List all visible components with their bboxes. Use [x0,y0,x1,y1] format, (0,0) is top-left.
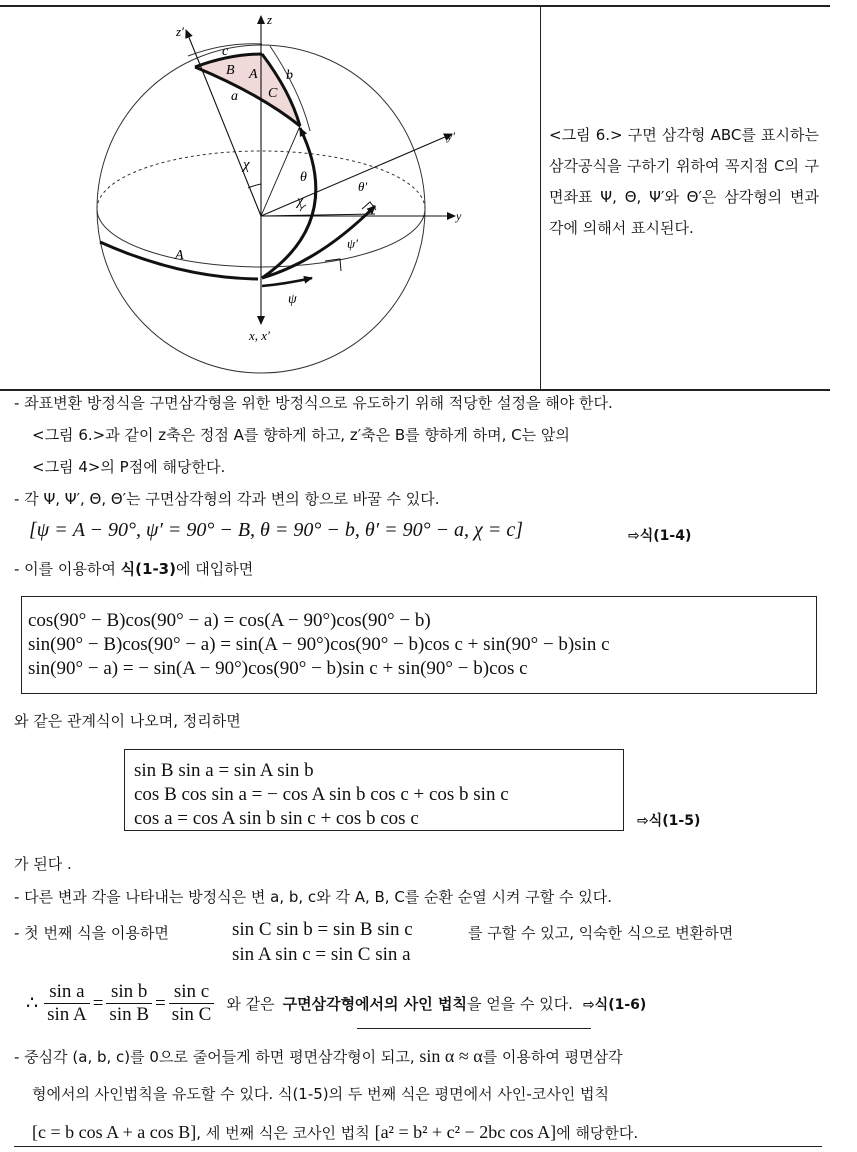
eq-1-5-ref: ⇨식(1-5) [637,813,701,829]
fraction-sin-b [106,981,152,1026]
chi-vertical-label: χ [243,157,250,173]
fraction-3-den: sin C [171,1004,212,1025]
box2-eq3: cos a = cos A sin b sin c + cos b cos c [134,808,419,829]
box2-eq1: sin B sin a = sin A sin b [134,760,314,781]
para1-line3: <그림 4>의 P점에 해당한다. [32,458,226,476]
table-bottom-border [0,389,830,391]
para8-l3-eq2: [a² = b² + c² − 2bc cos A] [374,1122,557,1142]
para7-post: 를 구할 수 있고, 익숙한 식으로 변환하면 [468,924,734,942]
psi-prime-label: ψ' [347,236,358,251]
side-c-label: c [222,44,229,59]
side-b-label: b [286,68,293,83]
y-prime-axis-label: y' [447,129,455,143]
sphere-figure [0,6,540,388]
eq-1-6-ref: ⇨식(1-6) [582,996,647,1013]
para8-l3-eq1: [c = b cos A + a cos B] [32,1122,197,1142]
arc-a-label: A [175,248,184,263]
fraction-1-num: sin a [44,981,90,1004]
box1-eq1: cos(90° − B)cos(90° − a) = cos(A − 90°)cos(90° − b) [28,610,431,631]
side-a-label: a [231,89,238,104]
para8-l3-mid: , 세 번째 식은 코사인 법칙 [196,1124,370,1142]
para3 [14,558,253,579]
para5: 가 된다 . [14,855,72,873]
para3-post: 에 대입하면 [175,560,254,578]
sine-law-underline [357,1028,591,1029]
theta-label: θ [300,170,307,185]
chi-horizontal-label: χ [297,194,304,209]
para8-l3-post: 에 해당한다. [556,1124,639,1142]
fraction-2-num: sin b [106,981,152,1004]
para7-eq2: sin A sin c = sin C sin a [232,944,411,965]
para3-pre: - 이를 이용하여 [14,560,121,578]
psi-label: ψ [288,292,297,307]
angle-a-label: A [249,67,258,82]
para2: - 각 Ψ, Ψ′, Θ, Θ′는 구면삼각형의 각과 변의 항으로 바꿀 수 있다. [14,490,440,508]
substitution-equation: [ψ = A − 90°, ψ′ = 90° − B, θ = 90° − b, θ′ = 90° − a, χ = c] [29,519,524,541]
z-axis-label: z [267,12,273,27]
z-prime-axis-label: z' [176,24,184,39]
para7-eq1: sin C sin b = sin B sin c [232,919,413,940]
para6: - 다른 변과 각을 나타내는 방정식은 변 a, b, c와 각 A, B, C를 순환 순열 시켜 구할 수 있다. [14,888,613,906]
table-divider [540,5,541,390]
para8-l1-pre: - 중심각 (a, b, c)를 0으로 줄어들게 하면 평면삼각형이 되고, [14,1048,415,1066]
para8-l1-post: 를 이용하여 평면삼각 [482,1048,623,1066]
x-axis-label: x, x' [249,328,270,343]
fraction-sin-c [169,981,215,1026]
angle-b-label: B [226,63,235,78]
box1-eq3: sin(90° − a) = − sin(A − 90°)cos(90° − b)sin c + sin(90° − b)cos c [28,658,528,679]
therefore-symbol: ∴ [26,993,39,1014]
theta-prime-label: θ' [358,179,368,194]
sine-law-line [26,981,646,1026]
sine-law-text-pre: 와 같은 [226,995,275,1013]
figure-caption: <그림 6.> 구면 삼각형 ABC를 표시하는 삼각공식을 구하기 위하여 꼭지점 C의 구면좌표 Ψ, Θ, Ψ′와 Θ′은 삼각형의 변과 각에 의해서 표시된다. [549,126,819,237]
page-bottom-rule [14,1146,822,1147]
y-axis-label: y [456,209,462,223]
angle-c-label: C [268,86,278,101]
equals-1: = [92,992,104,1014]
box1-eq2: sin(90° − B)cos(90° − a) = sin(A − 90°)cos(90° − b)cos c + sin(90° − b)sin c [28,634,610,655]
box2-eq2: cos B cos sin a = − cos A sin b cos c + cos b sin c [134,784,509,805]
equals-2: = [155,992,166,1014]
sine-law-text-post: 을 얻을 수 있다. [466,995,573,1013]
para8-l1-eq: sin α ≈ α [419,1046,483,1066]
sine-law-text-bold: 구면삼각형에서의 사인 법칙 [282,995,467,1013]
fraction-3-num: sin c [169,981,215,1004]
para8-line3 [32,1122,638,1143]
para8-line1 [14,1046,623,1067]
fraction-1-den: sin A [47,1004,87,1025]
para1-line1: - 좌표변환 방정식을 구면삼각형을 위한 방정식으로 유도하기 위해 적당한 설정을 해야 한다. [14,394,613,412]
fraction-2-den: sin B [109,1004,150,1025]
para7-pre: - 첫 번째 식을 이용하면 [14,924,169,942]
para4: 와 같은 관계식이 나오며, 정리하면 [14,712,241,730]
para1-line2: <그림 6.>과 같이 z축은 정점 A를 향하게 하고, z′축은 B를 향하게 하며, C는 앞의 [32,426,570,444]
fraction-sin-a [44,981,90,1026]
para8-line2: 형에서의 사인법칙을 유도할 수 있다. 식(1-5)의 두 번째 식은 평면에서 사인-코사인 법칙 [32,1085,610,1103]
eq-1-4-ref: ⇨식(1-4) [628,528,692,544]
para3-bold: 식(1-3) [120,560,176,578]
